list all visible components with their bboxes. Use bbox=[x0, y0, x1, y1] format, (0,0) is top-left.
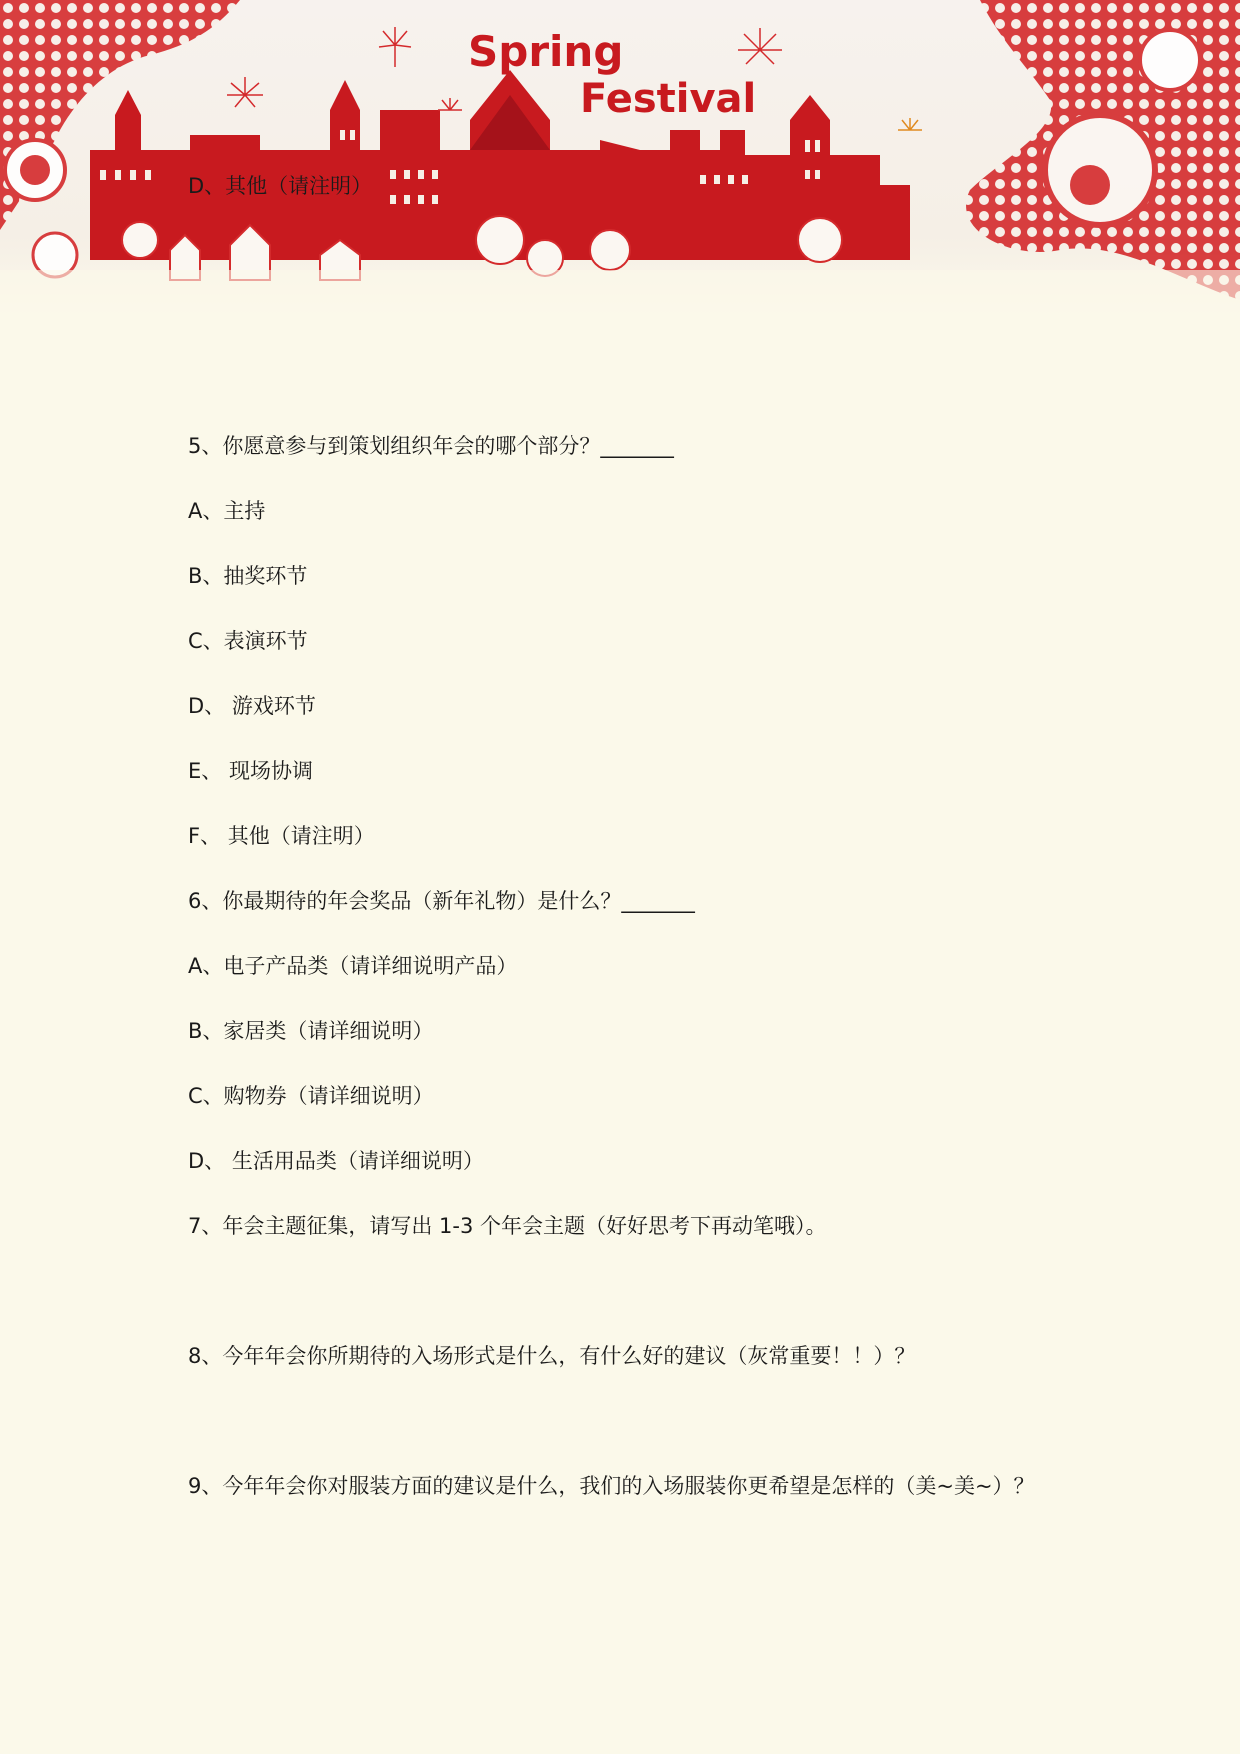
q6-option-b: B、家居类（请详细说明） bbox=[188, 1019, 434, 1043]
question-7: 7、年会主题征集，请写出 1-3 个年会主题（好好思考下再动笔哦）。 bbox=[188, 1214, 827, 1238]
q5-option-f: F、 其他（请注明） bbox=[188, 824, 375, 848]
item-d-other-previous: D、其他（请注明） bbox=[188, 174, 373, 198]
question-6: 6、你最期待的年会奖品（新年礼物）是什么？_______ bbox=[188, 889, 695, 913]
question-5: 5、你愿意参与到策划组织年会的哪个部分？_______ bbox=[188, 434, 674, 458]
q5-option-b: B、抽奖环节 bbox=[188, 564, 308, 588]
question-9: 9、今年年会你对服装方面的建议是什么，我们的入场服装你更希望是怎样的（美~美~）？ bbox=[188, 1474, 1035, 1498]
q5-option-a: A、主持 bbox=[188, 499, 266, 523]
q6-option-a: A、电子产品类（请详细说明产品） bbox=[188, 954, 518, 978]
banner-title-festival: Festival bbox=[580, 76, 757, 122]
spring-festival-banner bbox=[0, 0, 1240, 315]
question-8: 8、今年年会你所期待的入场形式是什么，有什么好的建议（灰常重要！！）？ bbox=[188, 1344, 916, 1368]
q5-option-d: D、 游戏环节 bbox=[188, 694, 316, 718]
q5-option-e: E、 现场协调 bbox=[188, 759, 313, 783]
q6-option-c: C、购物券（请详细说明） bbox=[188, 1084, 434, 1108]
q6-option-d: D、 生活用品类（请详细说明） bbox=[188, 1149, 484, 1173]
q5-option-c: C、表演环节 bbox=[188, 629, 308, 653]
banner-title-spring: Spring bbox=[468, 27, 624, 76]
